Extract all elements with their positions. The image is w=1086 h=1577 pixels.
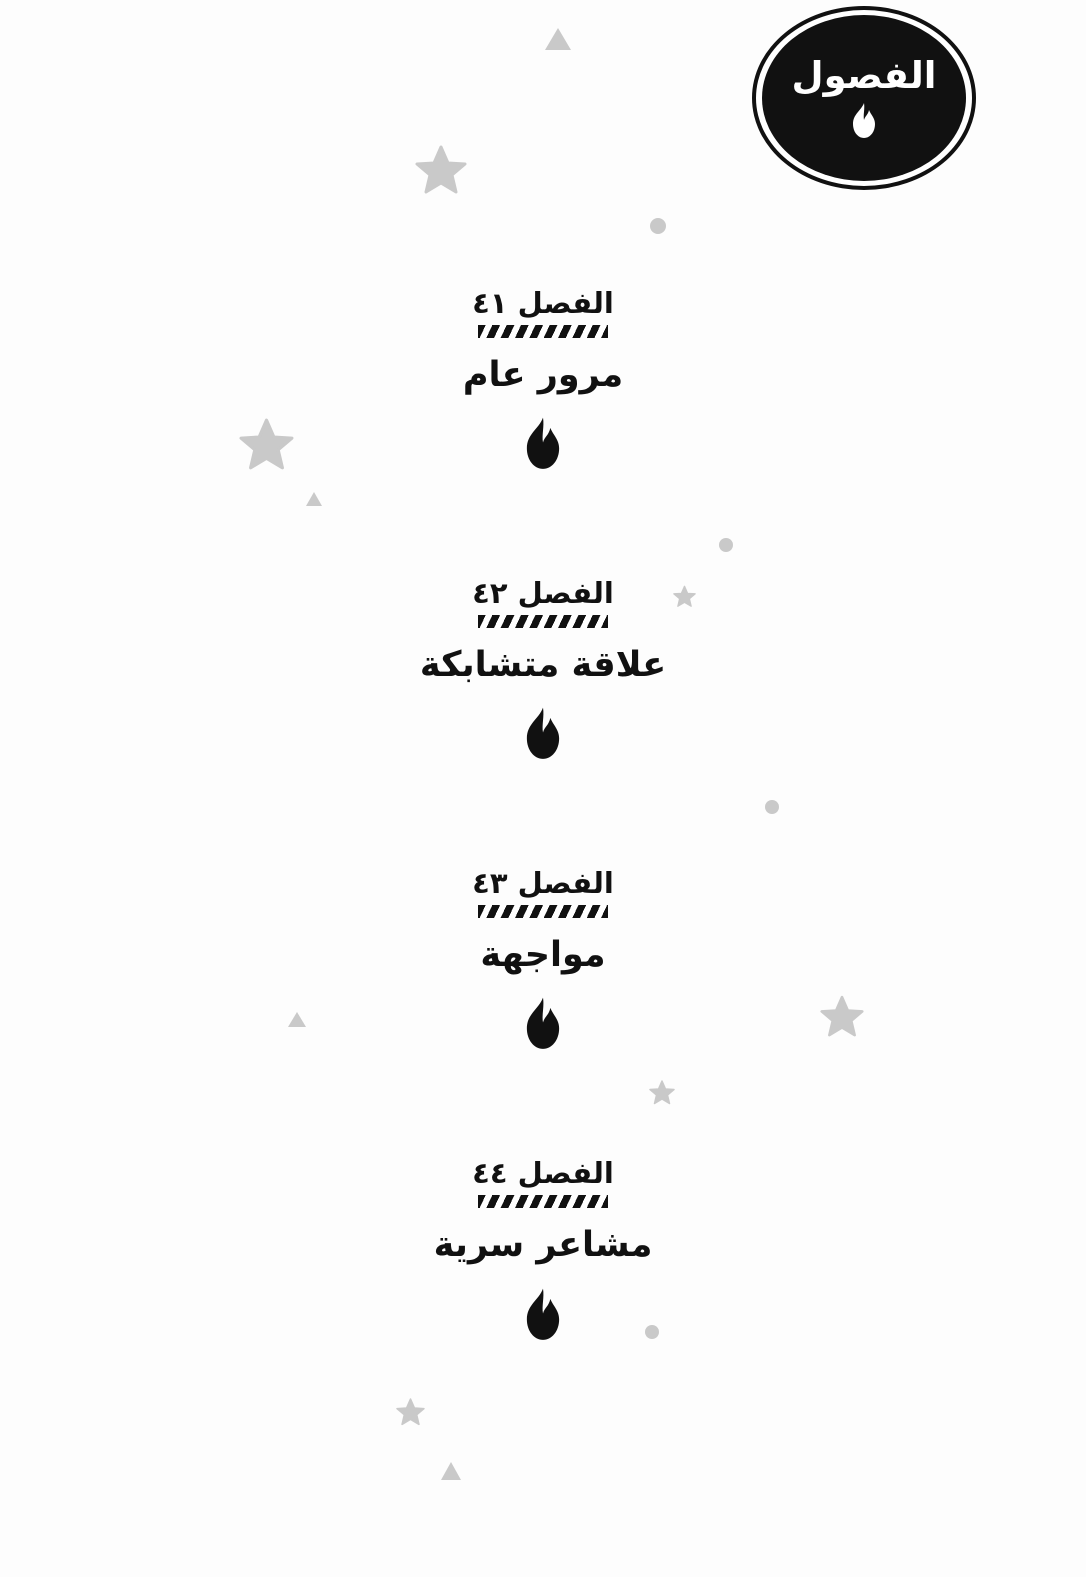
flame-icon — [521, 416, 565, 472]
flame-icon — [521, 706, 565, 762]
flame-icon — [849, 102, 879, 140]
chapter-divider — [478, 325, 608, 338]
chapter-entry[interactable] — [0, 288, 1086, 472]
flame-icon — [521, 996, 565, 1052]
flame-icon — [521, 1287, 565, 1343]
decorative-triangle-icon — [545, 28, 571, 50]
chapter-number: الفصل ٤٣ — [472, 866, 614, 901]
chapter-number: الفصل ٤٤ — [472, 1156, 614, 1191]
decorative-dot-icon — [650, 218, 666, 234]
chapter-number: الفصل ٤٢ — [472, 576, 614, 611]
chapter-list — [0, 288, 1086, 1449]
badge-title: الفصول — [791, 53, 937, 97]
chapter-title: مواجهة — [480, 935, 606, 976]
chapter-number: الفصل ٤١ — [472, 286, 614, 320]
chapter-divider — [478, 615, 608, 628]
chapter-entry[interactable] — [0, 868, 1086, 1052]
chapter-title: مرور عام — [462, 354, 624, 395]
chapter-entry[interactable] — [0, 578, 1086, 762]
badge-inner-circle — [762, 15, 966, 181]
chapter-divider — [478, 1195, 608, 1208]
chapter-divider — [478, 905, 608, 918]
chapter-entry[interactable] — [0, 1158, 1086, 1342]
chapter-title: مشاعر سرية — [433, 1225, 653, 1266]
chapter-title: علاقة متشابكة — [419, 645, 667, 686]
decorative-triangle-icon — [441, 1462, 461, 1480]
chapters-badge[interactable] — [752, 6, 976, 190]
decorative-star-icon — [415, 145, 467, 195]
